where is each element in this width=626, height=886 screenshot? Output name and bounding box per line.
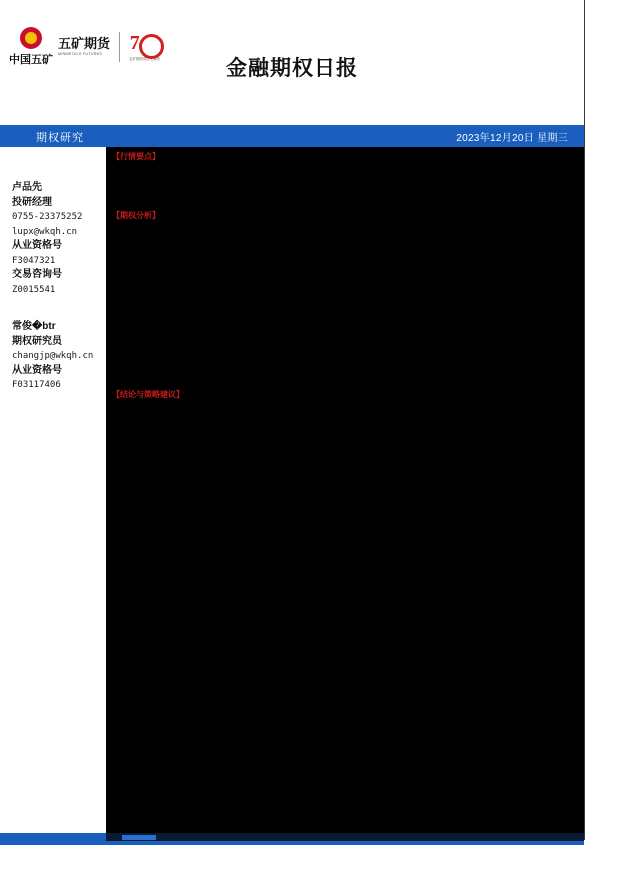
anniversary-caption: 五矿期货成立七周年 <box>129 56 161 61</box>
section-heading-option-analysis: 【期权分析】 <box>112 211 160 220</box>
contact-name: 常俊�btr <box>12 321 56 332</box>
brand-name-english: MINMETALS FUTURES <box>58 51 103 56</box>
report-content-area <box>106 147 584 833</box>
section-heading-conclusion-strategy: 【结论与策略建议】 <box>112 390 184 399</box>
contact-title: 期权研究员 <box>12 335 62 347</box>
contact-consulting-no: Z0015541 <box>12 284 56 295</box>
anniversary-number: 7 <box>129 31 140 54</box>
footer-accent-mark <box>122 835 156 840</box>
brand-name: 五矿期货 <box>58 36 111 51</box>
contact-name: 卢品先 <box>12 182 42 193</box>
company-cn-name: 中国五矿 <box>9 54 53 66</box>
page-right-rule <box>584 0 585 840</box>
document-masthead <box>0 0 584 110</box>
contact-qualification-no: F3047321 <box>12 255 56 266</box>
footer-dark-strip <box>106 833 584 841</box>
band-date-label: 2023年12月20日 星期三 <box>456 133 568 144</box>
contact-qualification-no: F03117406 <box>12 380 61 390</box>
contact-card-2 <box>12 320 93 393</box>
section-band <box>0 125 584 147</box>
section-heading-market-highlights: 【行情要点】 <box>112 152 160 161</box>
contact-phone: 0755-23375252 <box>12 212 83 222</box>
contact-qualification-label: 从业资格号 <box>12 364 62 376</box>
contact-email: changjp@wkqh.cn <box>12 351 94 361</box>
contact-sidebar <box>0 147 106 833</box>
contact-consulting-label: 交易咨询号 <box>12 269 62 280</box>
contact-card-1 <box>12 181 82 297</box>
contact-title: 投研经理 <box>12 196 52 208</box>
page-title: 金融期权日报 <box>226 57 358 80</box>
band-category-label: 期权研究 <box>36 132 84 144</box>
contact-email: lupx@wkqh.cn <box>12 226 78 237</box>
circular-emblem-icon <box>20 27 42 49</box>
contact-qualification-label: 从业资格号 <box>12 240 62 251</box>
